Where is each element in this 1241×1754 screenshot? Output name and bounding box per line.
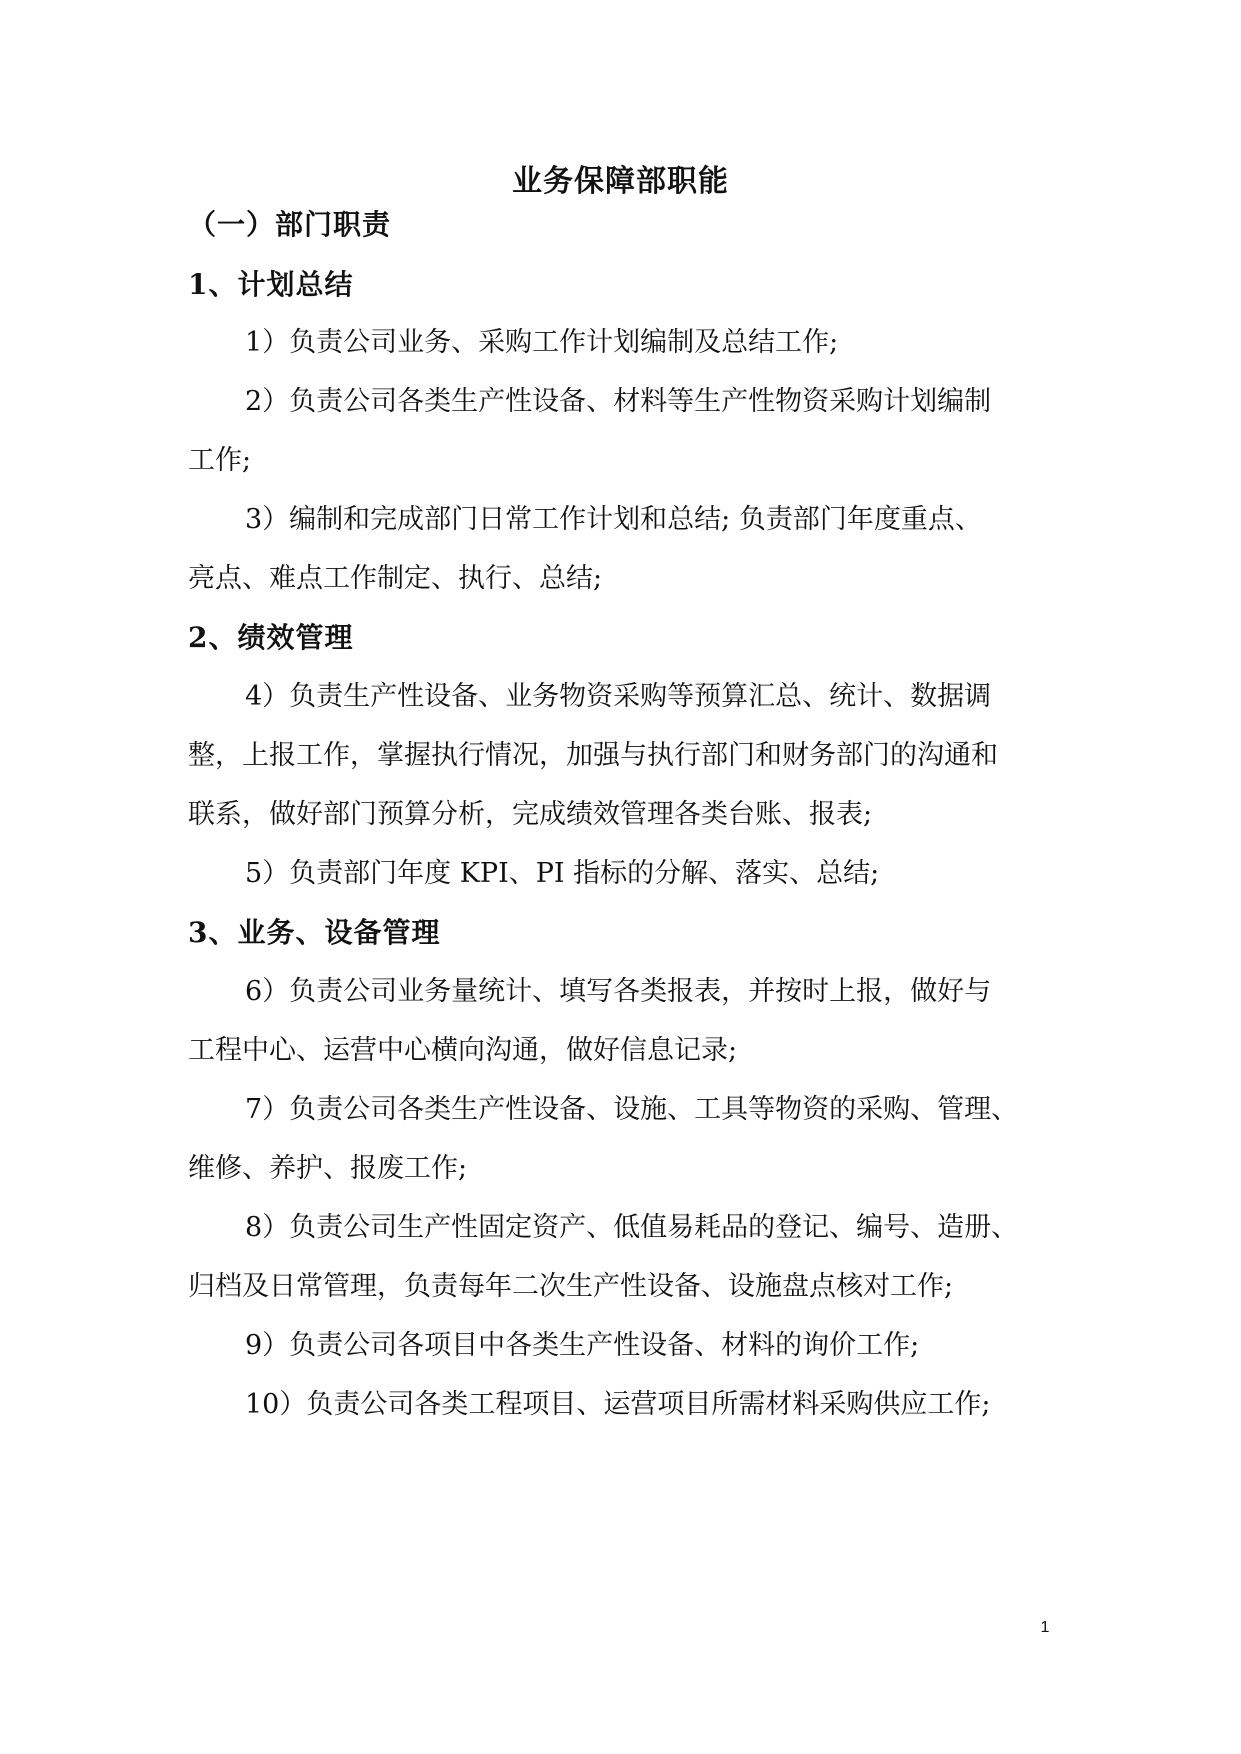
list-item-continuation: 亮点、难点工作制定、执行、总结;	[188, 563, 603, 594]
list-item-continuation: 工程中心、运营中心横向沟通，做好信息记录;	[188, 1035, 738, 1066]
list-item: 5）负责部门年度 KPI、PI 指标的分解、落实、总结;	[245, 858, 880, 889]
list-item: 6）负责公司业务量统计、填写各类报表，并按时上报，做好与	[245, 976, 992, 1007]
section-heading-performance: 2、绩效管理	[188, 621, 354, 654]
list-item-continuation: 归档及日常管理，负责每年二次生产性设备、设施盘点核对工作;	[188, 1271, 954, 1302]
department-heading: （一）部门职责	[188, 208, 392, 241]
list-item: 1）负责公司业务、采购工作计划编制及总结工作;	[245, 327, 839, 358]
section-heading-plan: 1、计划总结	[188, 268, 354, 301]
list-item: 8）负责公司生产性固定资产、低值易耗品的登记、编号、造册、	[245, 1212, 1019, 1243]
list-item: 3）编制和完成部门日常工作计划和总结; 负责部门年度重点、	[245, 504, 982, 535]
list-item-continuation: 联系，做好部门预算分析，完成绩效管理各类台账、报表;	[188, 799, 873, 830]
list-item: 4）负责生产性设备、业务物资采购等预算汇总、统计、数据调	[245, 681, 992, 712]
document-title: 业务保障部职能	[512, 164, 729, 199]
page-number: 1	[1040, 1619, 1050, 1636]
list-item: 9）负责公司各项目中各类生产性设备、材料的询价工作;	[245, 1330, 920, 1361]
list-item: 7）负责公司各类生产性设备、设施、工具等物资的采购、管理、	[245, 1094, 1019, 1125]
list-item-continuation: 工作;	[188, 445, 252, 476]
section-heading-equipment: 3、业务、设备管理	[188, 916, 441, 949]
list-item-continuation: 维修、养护、报废工作;	[188, 1153, 468, 1184]
list-item-continuation: 整，上报工作，掌握执行情况，加强与执行部门和财务部门的沟通和	[188, 740, 998, 771]
list-item: 10）负责公司各类工程项目、运营项目所需材料采购供应工作;	[245, 1389, 991, 1420]
list-item: 2）负责公司各类生产性设备、材料等生产性物资采购计划编制	[245, 386, 992, 417]
